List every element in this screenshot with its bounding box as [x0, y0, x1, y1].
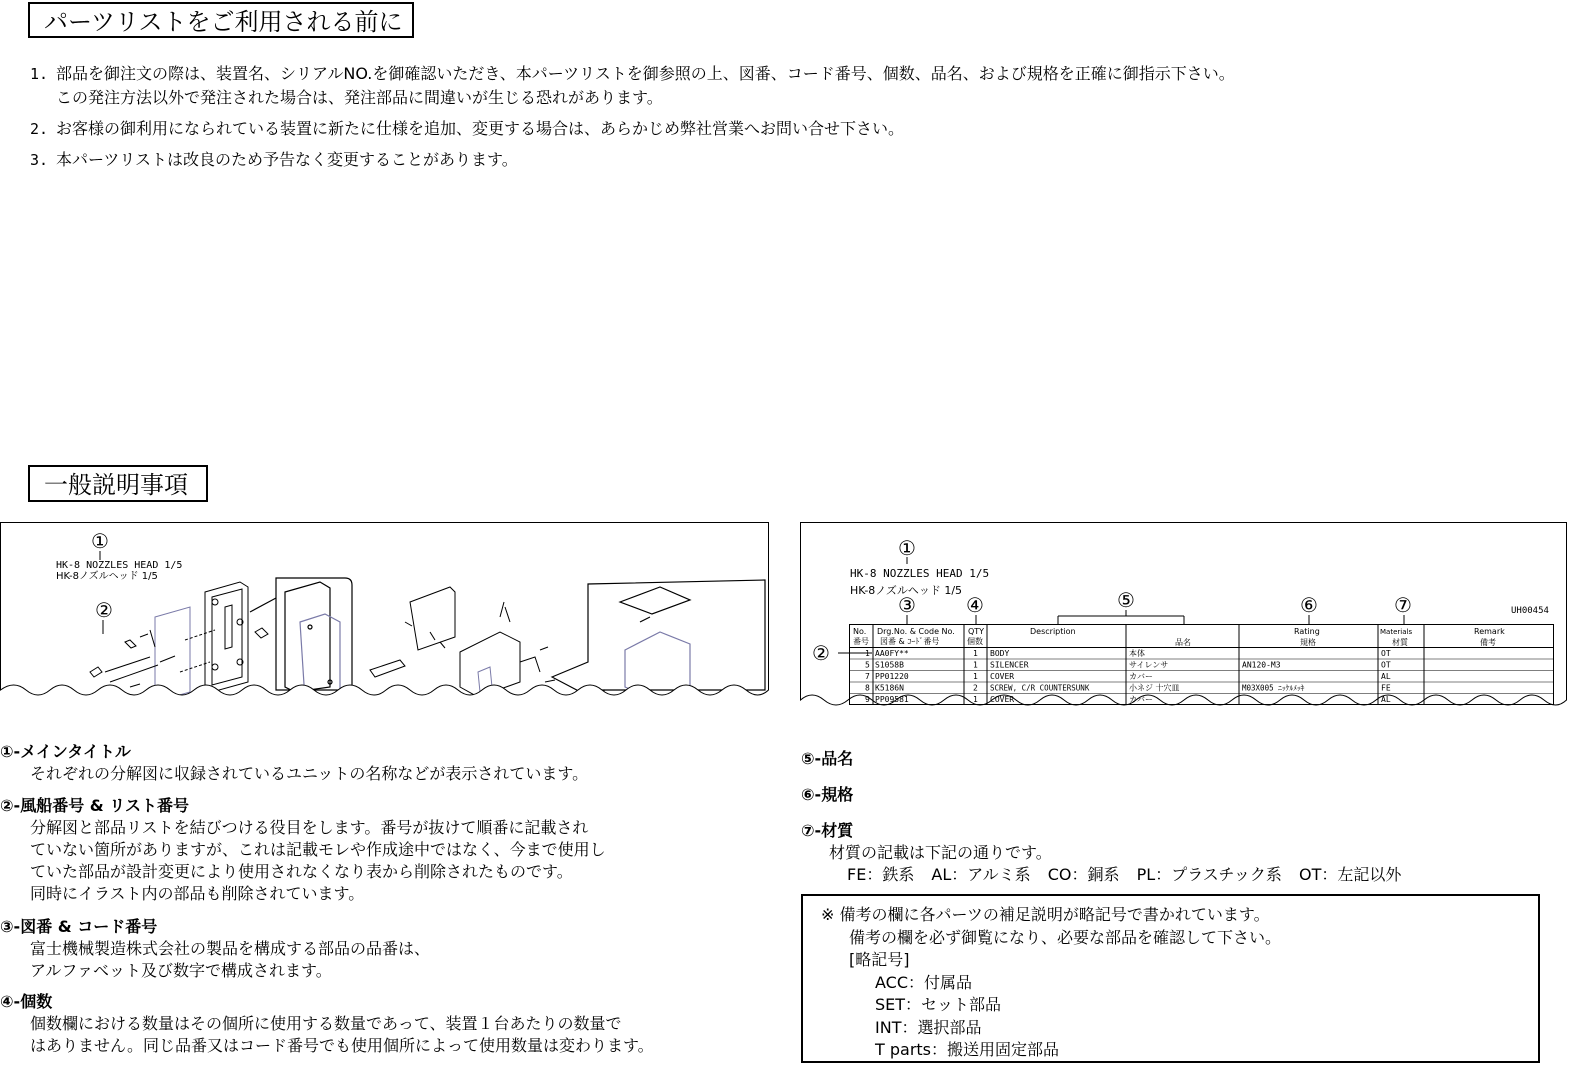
col-qty-jp: 個数 [967, 637, 983, 646]
table-marker-3: ③ [898, 593, 916, 617]
col-no-jp: 番号 [853, 637, 869, 646]
cell-code: AA0FY** [875, 649, 909, 658]
section-heading: ③-図番 & コード番号 [0, 917, 158, 936]
col-rating-en: Rating [1294, 627, 1320, 636]
cell-desc-jp: カバー [1129, 695, 1153, 704]
col-remark-jp: 備考 [1480, 638, 1496, 647]
cell-desc-en: COVER [990, 695, 1015, 704]
note-1 [30, 62, 1235, 110]
diagram-title-jp: HK-8ノズルヘッド 1/5 [56, 571, 158, 582]
material-code: AL：アルミ系 [931, 865, 1031, 884]
section-heading: ⑤-品名 [801, 749, 854, 768]
table-row [865, 683, 1391, 693]
cell-mat: OT [1381, 649, 1391, 658]
table-marker-7: ⑦ [1394, 593, 1412, 617]
note-2 [30, 117, 1235, 141]
section-body [801, 842, 1413, 864]
cell-desc-en: SILENCER [990, 660, 1029, 670]
table-marker-5: ⑤ [1117, 588, 1135, 612]
col-remark-en: Remark [1474, 627, 1505, 636]
section-line: 分解図と部品リストを結びつける役目をします。番号が抜けて順番に記載され [30, 818, 589, 837]
col-qty-en: QTY [968, 627, 985, 636]
before-use-heading: パーツリストをご利用される前に [28, 2, 414, 38]
col-drg-jp: 図番 & ｺｰﾄﾞ番号 [880, 637, 940, 646]
col-no-en: No. [853, 627, 867, 636]
note-line: 部品を御注文の際は、装置名、シリアルNO.を御確認いただき、本パーツリストを御参照の上、図番、コード番号、個数、品名、および規格を正確に御指示下さい。 [56, 64, 1235, 83]
cell-code: K5186N [875, 683, 904, 693]
cell-mat: OT [1381, 660, 1391, 670]
material-code: FE：鉄系 [847, 865, 915, 884]
cell-rating: M03X005 ﾆｯｹﾙﾒｯｷ [1242, 683, 1305, 693]
remark-line: ※ 備考の欄に各パーツの補足説明が略記号で書かれています。 [821, 905, 1270, 924]
section-line: 個数欄における数量はその個所に使用する数量であって、装置１台あたりの数量で [30, 1014, 622, 1033]
note-line: この発注方法以外で発注された場合は、発注部品に間違いが生じる恐れがあります。 [56, 88, 663, 107]
explanation-rating [801, 784, 853, 806]
explanation-main-title [0, 741, 588, 785]
cell-no: 9 [865, 695, 870, 704]
table-row [865, 672, 1391, 681]
col-mat-en: Materials [1380, 628, 1413, 636]
cell-qty: 1 [973, 672, 978, 681]
section-line: それぞれの分解図に収録されているユニットの名称などが表示されています。 [30, 764, 589, 783]
cell-qty: 1 [973, 649, 978, 658]
material-codes [801, 864, 1413, 886]
cell-no: 7 [865, 672, 870, 681]
cell-desc-jp: カバー [1129, 672, 1153, 681]
abbreviation-item: ACC：付属品 [875, 972, 973, 992]
parts-table-figure [800, 522, 1567, 712]
col-mat-jp: 材質 [1392, 638, 1408, 647]
explanation-description [801, 748, 853, 770]
table-title-en: HK-8 NOZZLES HEAD 1/5 [850, 567, 990, 580]
section-line: 同時にイラスト内の部品も削除されています。 [30, 884, 365, 903]
explanation-quantity [0, 991, 654, 1057]
table-marker-6: ⑥ [1300, 593, 1318, 617]
table-marker-4: ④ [966, 593, 984, 617]
section-body [0, 817, 606, 905]
col-desc-jp: 品名 [1175, 638, 1191, 647]
remark-note-box [801, 894, 1540, 1063]
section-body [0, 763, 588, 785]
section-body [0, 1013, 654, 1057]
cell-rating: AN120-M3 [1242, 660, 1281, 670]
cell-desc-jp: 本体 [1129, 649, 1145, 658]
section-heading: ⑥-規格 [801, 785, 854, 804]
section-heading: ④-個数 [0, 992, 53, 1011]
note-3 [30, 148, 1235, 172]
general-heading: 一般説明事項 [28, 465, 208, 502]
section-heading: ⑦-材質 [801, 821, 854, 840]
col-desc-en: Description [1030, 627, 1076, 636]
section-heading: ①-メインタイトル [0, 742, 131, 761]
cell-desc-jp: サイレンサ [1129, 660, 1169, 670]
material-code: PL：プラスチック系 [1136, 865, 1282, 884]
cell-mat: FE [1381, 683, 1391, 693]
explanation-material [801, 820, 1413, 886]
diagram-marker-1: ① [91, 529, 109, 553]
section-line: 材質の記載は下記の通りです。 [829, 843, 1052, 862]
note-number: 2. [30, 120, 49, 138]
remark-line: [略記号] [849, 950, 910, 969]
doc-code: UH00454 [1511, 606, 1549, 616]
remark-line: 備考の欄を必ず御覧になり、必要な部品を確認して下さい。 [849, 927, 1282, 947]
exploded-diagram [0, 522, 770, 712]
section-body [0, 938, 430, 982]
parts-table [850, 625, 1554, 705]
cell-desc-en: COVER [990, 672, 1015, 681]
table-title-jp: HK-8ノズルヘッド 1/5 [850, 584, 963, 597]
abbreviation-item: T parts：搬送用固定部品 [875, 1040, 1060, 1059]
section-line: アルファベット及び数字で構成されます。 [30, 961, 332, 980]
table-marker-1: ① [898, 536, 916, 560]
cell-mat: AL [1381, 672, 1391, 681]
abbreviation-item: SET：セット部品 [875, 995, 1002, 1014]
cell-no: 1 [865, 649, 870, 658]
note-number: 1. [30, 65, 49, 83]
cell-mat: AL [1381, 695, 1391, 704]
col-drg-en: Drg.No. & Code No. [877, 627, 955, 636]
material-code: CO：銅系 [1047, 865, 1120, 884]
parts-table-panel [800, 522, 1567, 712]
cell-qty: 1 [973, 695, 978, 704]
material-code: OT：左記以外 [1299, 865, 1402, 884]
diagram-title-en: HK-8 NOZZLES HEAD 1/5 [56, 560, 183, 571]
section-line: ていた部品が設計変更により使用されなくなり表から削除されたものです。 [30, 862, 573, 881]
section-heading: ②-風船番号 & リスト番号 [0, 796, 189, 815]
explanation-balloon-number [0, 795, 606, 905]
table-marker-2: ② [812, 641, 830, 665]
note-number: 3. [30, 151, 49, 169]
section-line: ていない箇所がありますが、これは記載モレや作成途中ではなく、今まで使用し [30, 840, 606, 859]
cell-desc-en: SCREW, C/R COUNTERSUNK [990, 683, 1090, 693]
cell-qty: 2 [973, 683, 978, 693]
exploded-diagram-panel [0, 522, 770, 712]
notes-list [30, 62, 1235, 179]
note-line: 本パーツリストは改良のため予告なく変更することがあります。 [56, 150, 518, 169]
cell-qty: 1 [973, 660, 978, 670]
table-row [865, 648, 1391, 658]
explanation-drawing-code [0, 916, 430, 982]
cell-code: PP09581 [875, 695, 909, 704]
cell-code: S1058B [875, 660, 904, 670]
note-line: お客様の御利用になられている装置に新たに仕様を追加、変更する場合は、あらかじめ弊社営業へお問い合せ下さい。 [56, 119, 905, 138]
section-line: はありません。同じ品番又はコード番号でも使用個所によって使用数量は変わります。 [30, 1036, 654, 1055]
cell-no: 5 [865, 660, 870, 670]
cell-no: 8 [865, 683, 870, 693]
cell-desc-en: BODY [990, 649, 1010, 658]
cell-code: PP01220 [875, 672, 909, 681]
abbreviation-item: INT：選択部品 [875, 1017, 982, 1037]
table-row [865, 661, 1391, 670]
col-rating-jp: 規格 [1300, 638, 1316, 647]
diagram-marker-2: ② [95, 598, 113, 622]
cell-desc-jp: 小ネジ 十穴皿 [1129, 683, 1180, 693]
section-line: 富士機械製造株式会社の製品を構成する部品の品番は、 [30, 939, 431, 958]
